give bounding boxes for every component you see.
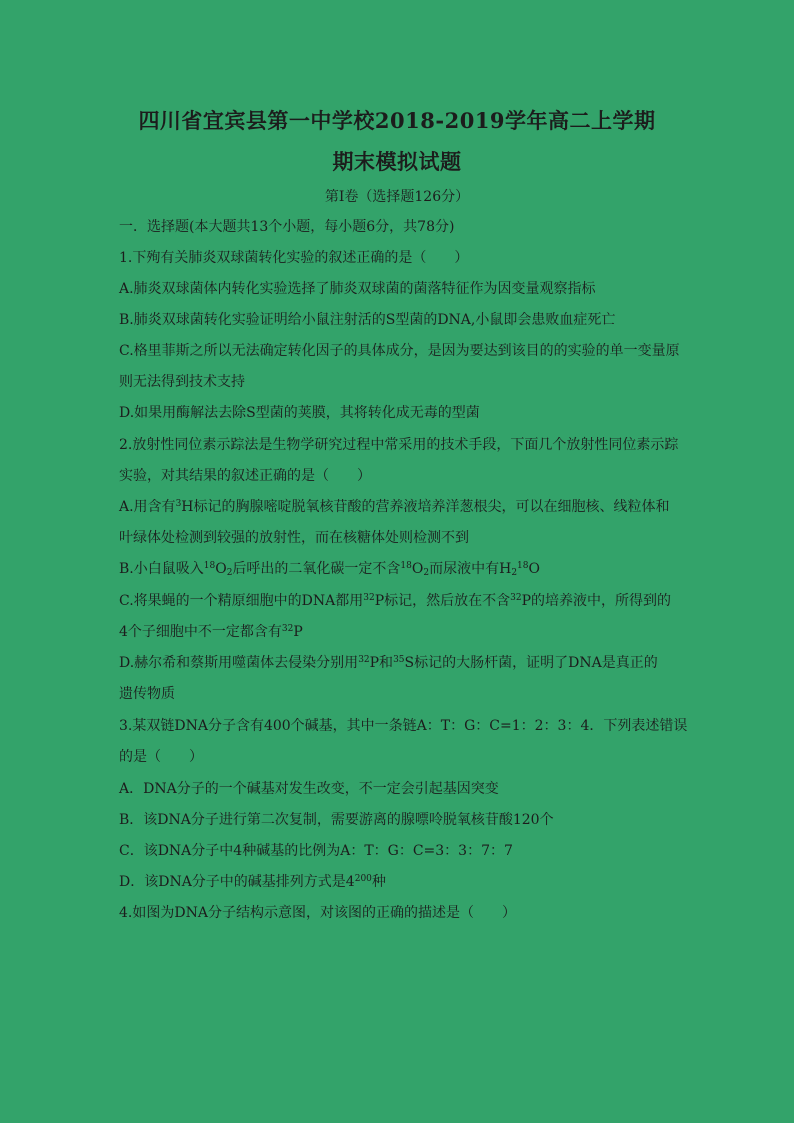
section-header: 第Ⅰ卷（选择题126分） <box>324 189 470 205</box>
q2-option-d-line2: 遗传物质 <box>119 686 175 702</box>
q2-option-c-line2: 4个子细胞中不一定都含有$^{32}$P <box>119 624 303 640</box>
q2-option-d-line1: D.赫尔希和蔡斯用噬菌体去侵染分别用$^{32}$P和$^{35}$S标记的大肠杆菌，证明了DNA是真正的 <box>119 655 658 671</box>
q3-stem-line1: 3.某双链DNA分子含有400个碱基，其中一条链A：T：G：C=1：2：3：4．下列表述错误 <box>119 718 688 734</box>
q4-stem: 4.如图为DNA分子结构示意图，对该图的正确的描述是（ ） <box>119 905 516 921</box>
q3-option-a: A．DNA分子的一个碱基对发生改变，不一定会引起基因突变 <box>119 781 499 797</box>
instructions: 一．选择题(本大题共13个小题，每小题6分，共78分) <box>119 219 455 235</box>
q1-option-a: A.肺炎双球菌体内转化实验选择了肺炎双球菌的菌落特征作为因变量观察指标 <box>119 281 596 297</box>
q1-stem: 1.下殉有关肺炎双球菌转化实验的叙述正确的是（ ） <box>119 250 469 266</box>
q3-option-b: B．该DNA分子进行第二次复制，需要游离的腺嘌呤脱氧核苷酸120个 <box>119 812 554 828</box>
q1-option-d: D.如果用酶解法去除S型菌的荚膜，其将转化成无毒的型菌 <box>119 405 480 421</box>
q3-stem-line2: 的是（ ） <box>119 749 203 765</box>
q2-option-c-line1: C.将果蝇的一个精原细胞中的DNA都用$^{32}$P标记，然后放在不含$^{32}$P的培养液中，所得到的 <box>119 593 671 609</box>
q1-option-c-line2: 则无法得到技术支持 <box>119 374 245 390</box>
q2-option-a-line1: A.用含有$^3$H标记的胸腺嘧啶脱氧核苷酸的营养液培养洋葱根尖，可以在细胞核、线粒体和 <box>119 499 670 515</box>
q1-option-b: B.肺炎双球菌转化实验证明给小鼠注射活的S型菌的DNA,小鼠即会患败血症死亡 <box>119 312 616 328</box>
q2-stem-line1: 2.放射性同位素示踪法是生物学研究过程中常采用的技术手段，下面几个放射性同位素示踪 <box>119 437 679 453</box>
exam-title-line2: 期末模拟试题 <box>332 149 462 174</box>
q1-option-c-line1: C.格里菲斯之所以无法确定转化因子的具体成分，是因为要达到该目的的实验的单一变量原 <box>119 343 680 359</box>
q2-option-a-line2: 叶绿体处检测到较强的放射性，而在核糖体处则检测不到 <box>119 530 469 546</box>
q3-option-d: D．该DNA分子中的碱基排列方式是$4^{200}$种 <box>119 874 386 890</box>
q3-option-c: C．该DNA分子中4种碱基的比例为A：T：G：C=3：3：7：7 <box>119 843 513 859</box>
q2-option-b: B.小白鼠吸入$^{18}O_2$后呼出的二氧化碳一定不含$^{18}O_2$而尿液中有$H_2^{18}O$ <box>119 561 540 578</box>
q2-stem-line2: 实验，对其结果的叙述正确的是（ ） <box>119 468 371 484</box>
exam-title-line1: 四川省宜宾县第一中学校2018-2019学年高二上学期 <box>138 108 656 133</box>
